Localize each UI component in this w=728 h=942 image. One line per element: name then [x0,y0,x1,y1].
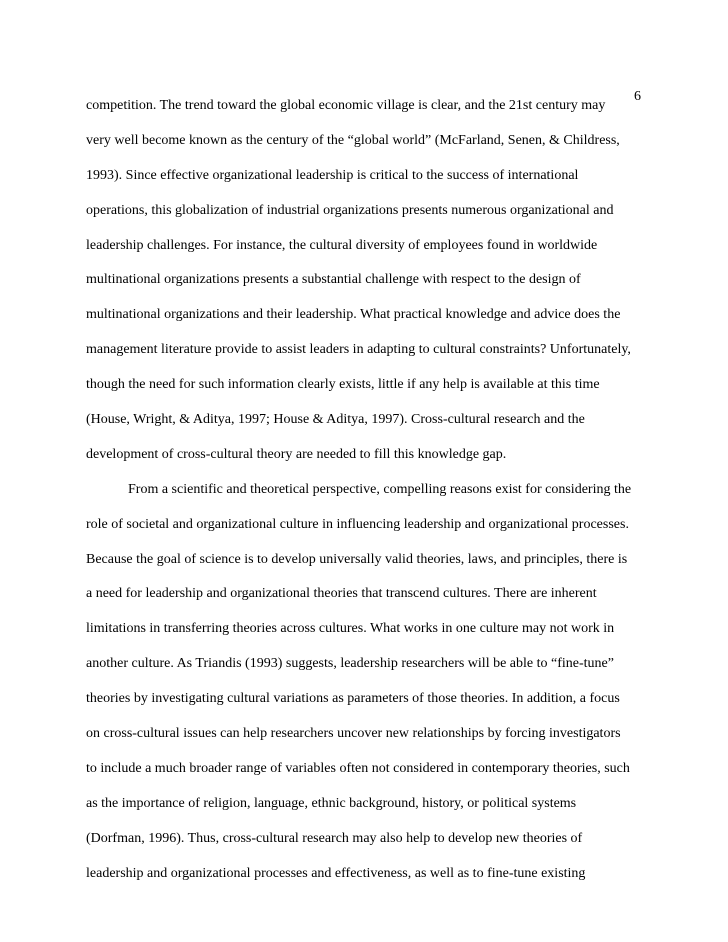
body-text [86,95,646,932]
text-line: role of societal and organizational culture in influencing leadership and organizational processes. [86,516,629,532]
text-line: 1993). Since effective organizational leadership is critical to the success of international [86,167,579,183]
text-line: a need for leadership and organizational theories that transcend cultures. There are inherent [86,586,597,602]
text-line [86,897,646,932]
text-line: very well become known as the century of the “global world” (McFarland, Senen, & Childress, [86,132,620,148]
text-line: though the need for such information clearly exists, little if any help is available at this time [86,377,600,393]
text-line: leadership and organizational processes and effectiveness, as well as to fine-tune existing [86,865,586,881]
text-line-indented: From a scientific and theoretical perspective, compelling reasons exist for considering the [128,481,632,497]
text-line: (Dorfman, 1996). Thus, cross-cultural research may also help to develop new theories of [86,830,583,846]
text-line: operations, this globalization of industrial organizations presents numerous organizational and [86,202,614,218]
text-line: another culture. As Triandis (1993) suggests, leadership researchers will be able to “fine-tune” [86,656,614,672]
text-line: multinational organizations presents a substantial challenge with respect to the design of [86,272,581,288]
text-line: limitations in transferring theories across cultures. What works in one culture may not work in [86,621,615,637]
text-line: competition. The trend toward the global economic village is clear, and the 21st century may [86,98,606,113]
text-line: leadership challenges. For instance, the cultural diversity of employees found in worldwide [86,237,598,253]
text-line: multinational organizations and their leadership. What practical knowledge and advice does the [86,307,621,323]
text-line: management literature provide to assist leaders in adapting to cultural constraints? Unfortunately, [86,342,631,358]
paragraph-2 [86,479,646,933]
page-number: 6 [634,89,641,104]
paragraph-1 [86,95,646,479]
text-line: development of cross-cultural theory are needed to fill this knowledge gap. [86,446,507,462]
text-line: theories by investigating cultural variations as parameters of those theories. In addition, a focus [86,691,620,707]
text-line: (House, Wright, & Aditya, 1997; House & Aditya, 1997). Cross-cultural research and the [86,412,585,428]
text-line: Because the goal of science is to develop universally valid theories, laws, and principles, there is [86,551,628,567]
text-line: as the importance of religion, language, ethnic background, history, or political systems [86,795,577,811]
text-line: to include a much broader range of variables often not considered in contemporary theories, such [86,760,630,776]
text-line: on cross-cultural issues can help researchers uncover new relationships by forcing investigators [86,726,621,742]
